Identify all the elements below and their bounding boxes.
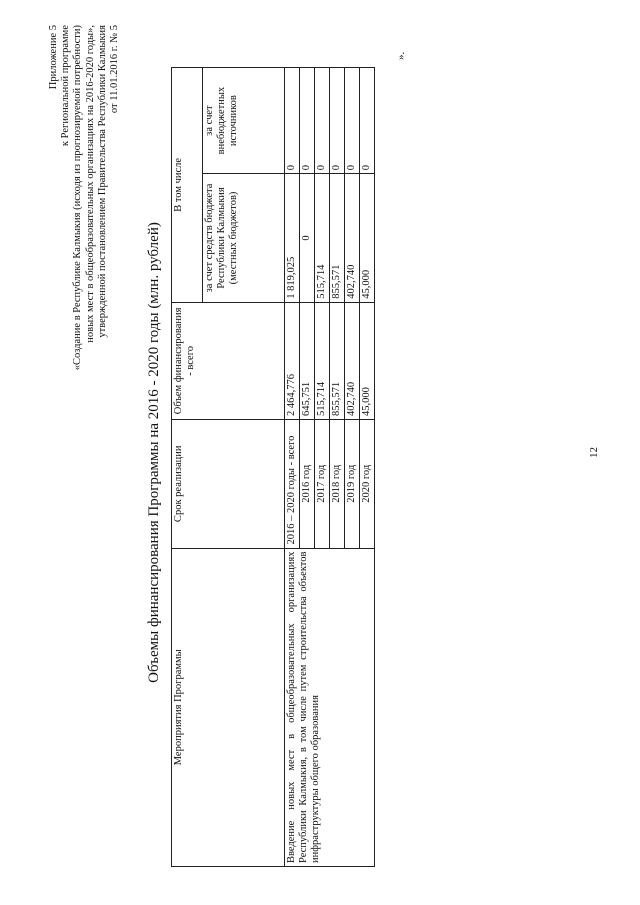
budget-cell: 402,740 [345, 174, 360, 303]
header-budget: за счет средств бюджета Республики Калмыкия (местных бюджетов) [203, 174, 285, 303]
period-cell: 2018 год [330, 420, 345, 549]
period-cell: 2016 год [300, 420, 315, 549]
appendix-block [48, 25, 121, 370]
header-period: Срок реализации [172, 420, 285, 549]
appendix-line-4: новых мест в общеобразовательных организациях на 2016-2020 годы», [84, 25, 96, 343]
total-cell: 855,571 [330, 302, 345, 419]
budget-cell: 855,571 [330, 174, 345, 303]
closing-quote: ». [395, 51, 407, 60]
header-extrabudget: за счет внебюджетных источников [203, 68, 285, 174]
appendix-line-2: к Региональной программе [60, 25, 72, 147]
total-cell: 645,751 [300, 302, 315, 419]
total-cell: 2 464,776 [285, 302, 300, 419]
appendix-line-3: «Создание в Республике Калмыкия (исходя из прогнозируемой потребности) [72, 25, 84, 371]
extrabudget-cell: 0 [345, 68, 360, 174]
financing-table [171, 67, 375, 867]
total-cell: 515,714 [315, 302, 330, 419]
header-row-1 [172, 68, 203, 867]
header-measure: Мероприятия Программы [172, 548, 285, 866]
table-row [285, 68, 300, 867]
total-cell: 45,000 [360, 302, 375, 419]
period-cell: 2020 год [360, 420, 375, 549]
budget-cell: 0 [300, 174, 315, 303]
budget-cell: 45,000 [360, 174, 375, 303]
period-cell: 2017 год [315, 420, 330, 549]
period-cell: 2019 год [345, 420, 360, 549]
budget-cell: 515,714 [315, 174, 330, 303]
extrabudget-cell: 0 [300, 68, 315, 174]
document-title: Объемы финансирования Программы на 2016 - 2020 годы (млн. рублей) [146, 222, 162, 683]
extrabudget-cell: 0 [315, 68, 330, 174]
appendix-line-5: утвержденной постановлением Правительства Республики Калмыкия [96, 25, 108, 338]
header-total: Объем финансирования - всего [172, 302, 285, 419]
period-cell: 2016 – 2020 годы - всего [285, 420, 300, 549]
extrabudget-cell: 0 [360, 68, 375, 174]
measure-cell: Введение новых мест в общеобразовательных организациях Республики Калмыкия, в том числе путем строительства объектов инфраструктуры общего образования [285, 548, 375, 866]
total-cell: 402,740 [345, 302, 360, 419]
page-number: 12 [588, 447, 600, 458]
header-including: В том числе [172, 68, 203, 303]
budget-cell: 1 819,025 [285, 174, 300, 303]
appendix-line-1: Приложение 5 [48, 25, 59, 90]
appendix-line-6: от 11.01.2016 г. № 5 [109, 25, 121, 114]
extrabudget-cell: 0 [330, 68, 345, 174]
extrabudget-cell: 0 [285, 68, 300, 174]
